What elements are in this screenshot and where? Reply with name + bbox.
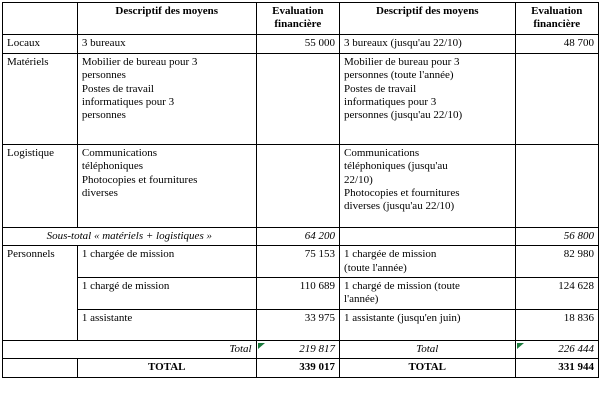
cell-desc1-personnel-3: 1 assistante: [77, 309, 256, 340]
personnel-total-money-2-value: 226 444: [558, 342, 594, 355]
header-cell-blank: [3, 3, 78, 35]
grand-total-money-2: 331 944: [515, 359, 599, 377]
materiels-desc2-line-2: Postes de travail informatiques pour 3 personnes (jusqu'au 22/10): [344, 82, 463, 122]
cell-money1-personnel-3: 33 975: [256, 309, 339, 340]
logistique-desc1-line-2: Photocopies et fournitures diverses: [81, 173, 198, 200]
personnel-total-label-2: Total: [340, 340, 515, 358]
logistique-desc2-line-2: Photocopies et fournitures diverses (jusqu'au 22/10): [344, 187, 460, 213]
header-cell-desc-2: Descriptif des moyens: [340, 3, 515, 35]
cell-desc2-personnel-2: 1 chargé de mission (toute l'année): [340, 278, 515, 310]
subtotal-money-1: 64 200: [256, 227, 339, 245]
cell-money2-personnel-1: 82 980: [515, 246, 599, 278]
header-money-2-line-2: financière: [533, 18, 581, 31]
header-cell-money-1: [256, 3, 339, 35]
table-header-row: [3, 3, 599, 35]
cell-desc1-locaux: 3 bureaux: [77, 34, 256, 53]
grand-total-blank: [3, 359, 78, 377]
table-row-personnel-3: [3, 309, 599, 340]
triangle-marker-icon-2: [517, 343, 524, 349]
subtotal-money-2: 56 800: [515, 227, 599, 245]
subtotal-desc-2: [340, 227, 515, 245]
grand-total-label-2: TOTAL: [340, 359, 515, 377]
logistique-desc1-line-1: Communications téléphoniques: [81, 146, 158, 173]
header-money-1-line-2: financière: [274, 18, 322, 31]
cell-money1-personnel-1: 75 153: [256, 246, 339, 278]
cell-desc1-materiels: [77, 53, 256, 144]
triangle-marker-icon: [258, 343, 265, 349]
cell-desc2-personnel-1: 1 chargée de mission (toute l'année): [340, 246, 515, 278]
table-row-materiels: [3, 53, 599, 144]
table-row-personnel-total: [3, 340, 599, 358]
table-row-personnel-2: [3, 278, 599, 310]
row-label-logistique: Logistique: [3, 144, 78, 227]
row-label-personnels: Personnels: [3, 246, 78, 341]
grand-total-label-1: TOTAL: [77, 359, 256, 377]
cell-desc2-personnel-3: 1 assistante (jusqu'en juin): [340, 309, 515, 340]
table-row-subtotal: [3, 227, 599, 245]
row-label-materiels: Matériels: [3, 53, 78, 144]
materiels-desc2-line-1: Mobilier de bureau pour 3 personnes (toute l'année): [344, 55, 460, 82]
cell-money1-logistique: [256, 144, 339, 227]
header-money-1-line-1: Evaluation: [272, 5, 324, 17]
cell-money2-logistique: [515, 144, 599, 227]
table-row-locaux: [3, 34, 599, 53]
personnel-total-label-1: Total: [3, 340, 257, 358]
cell-money1-locaux: 55 000: [256, 34, 339, 53]
cell-money1-materiels: [256, 53, 339, 144]
cell-desc1-personnel-2: 1 chargé de mission: [77, 278, 256, 310]
personnel-total-money-2: [515, 340, 599, 358]
subtotal-label: Sous-total « matériels + logistiques »: [3, 227, 257, 245]
personnel-total-money-1: [256, 340, 339, 358]
personnel-total-money-1-value: 219 817: [299, 342, 336, 355]
cell-money2-personnel-3: 18 836: [515, 309, 599, 340]
header-money-2-line-1: Evaluation: [531, 5, 583, 17]
cell-money2-locaux: 48 700: [515, 34, 599, 53]
cell-desc1-logistique: [77, 144, 256, 227]
table-row-grand-total: [3, 359, 599, 377]
cell-money1-personnel-2: 110 689: [256, 278, 339, 310]
header-cell-desc-1: Descriptif des moyens: [77, 3, 256, 35]
cell-money2-personnel-2: 124 628: [515, 278, 599, 310]
cell-desc1-personnel-1: 1 chargée de mission: [77, 246, 256, 278]
materiels-desc1-line-2: Postes de travail informatiques pour 3 personnes: [81, 82, 175, 122]
budget-table: [2, 2, 599, 378]
cell-desc2-logistique: [340, 144, 515, 227]
row-label-locaux: Locaux: [3, 34, 78, 53]
cell-desc2-materiels: [340, 53, 515, 144]
cell-desc2-locaux: 3 bureaux (jusqu'au 22/10): [340, 34, 515, 53]
logistique-desc2-line-1: Communications téléphoniques (jusqu'au 22/10): [344, 146, 448, 186]
materiels-desc1-line-1: Mobilier de bureau pour 3 personnes: [81, 55, 198, 82]
table-row-logistique: [3, 144, 599, 227]
header-cell-money-2: [515, 3, 599, 35]
table-row-personnel-1: [3, 246, 599, 278]
grand-total-money-1: 339 017: [256, 359, 339, 377]
cell-money2-materiels: [515, 53, 599, 144]
